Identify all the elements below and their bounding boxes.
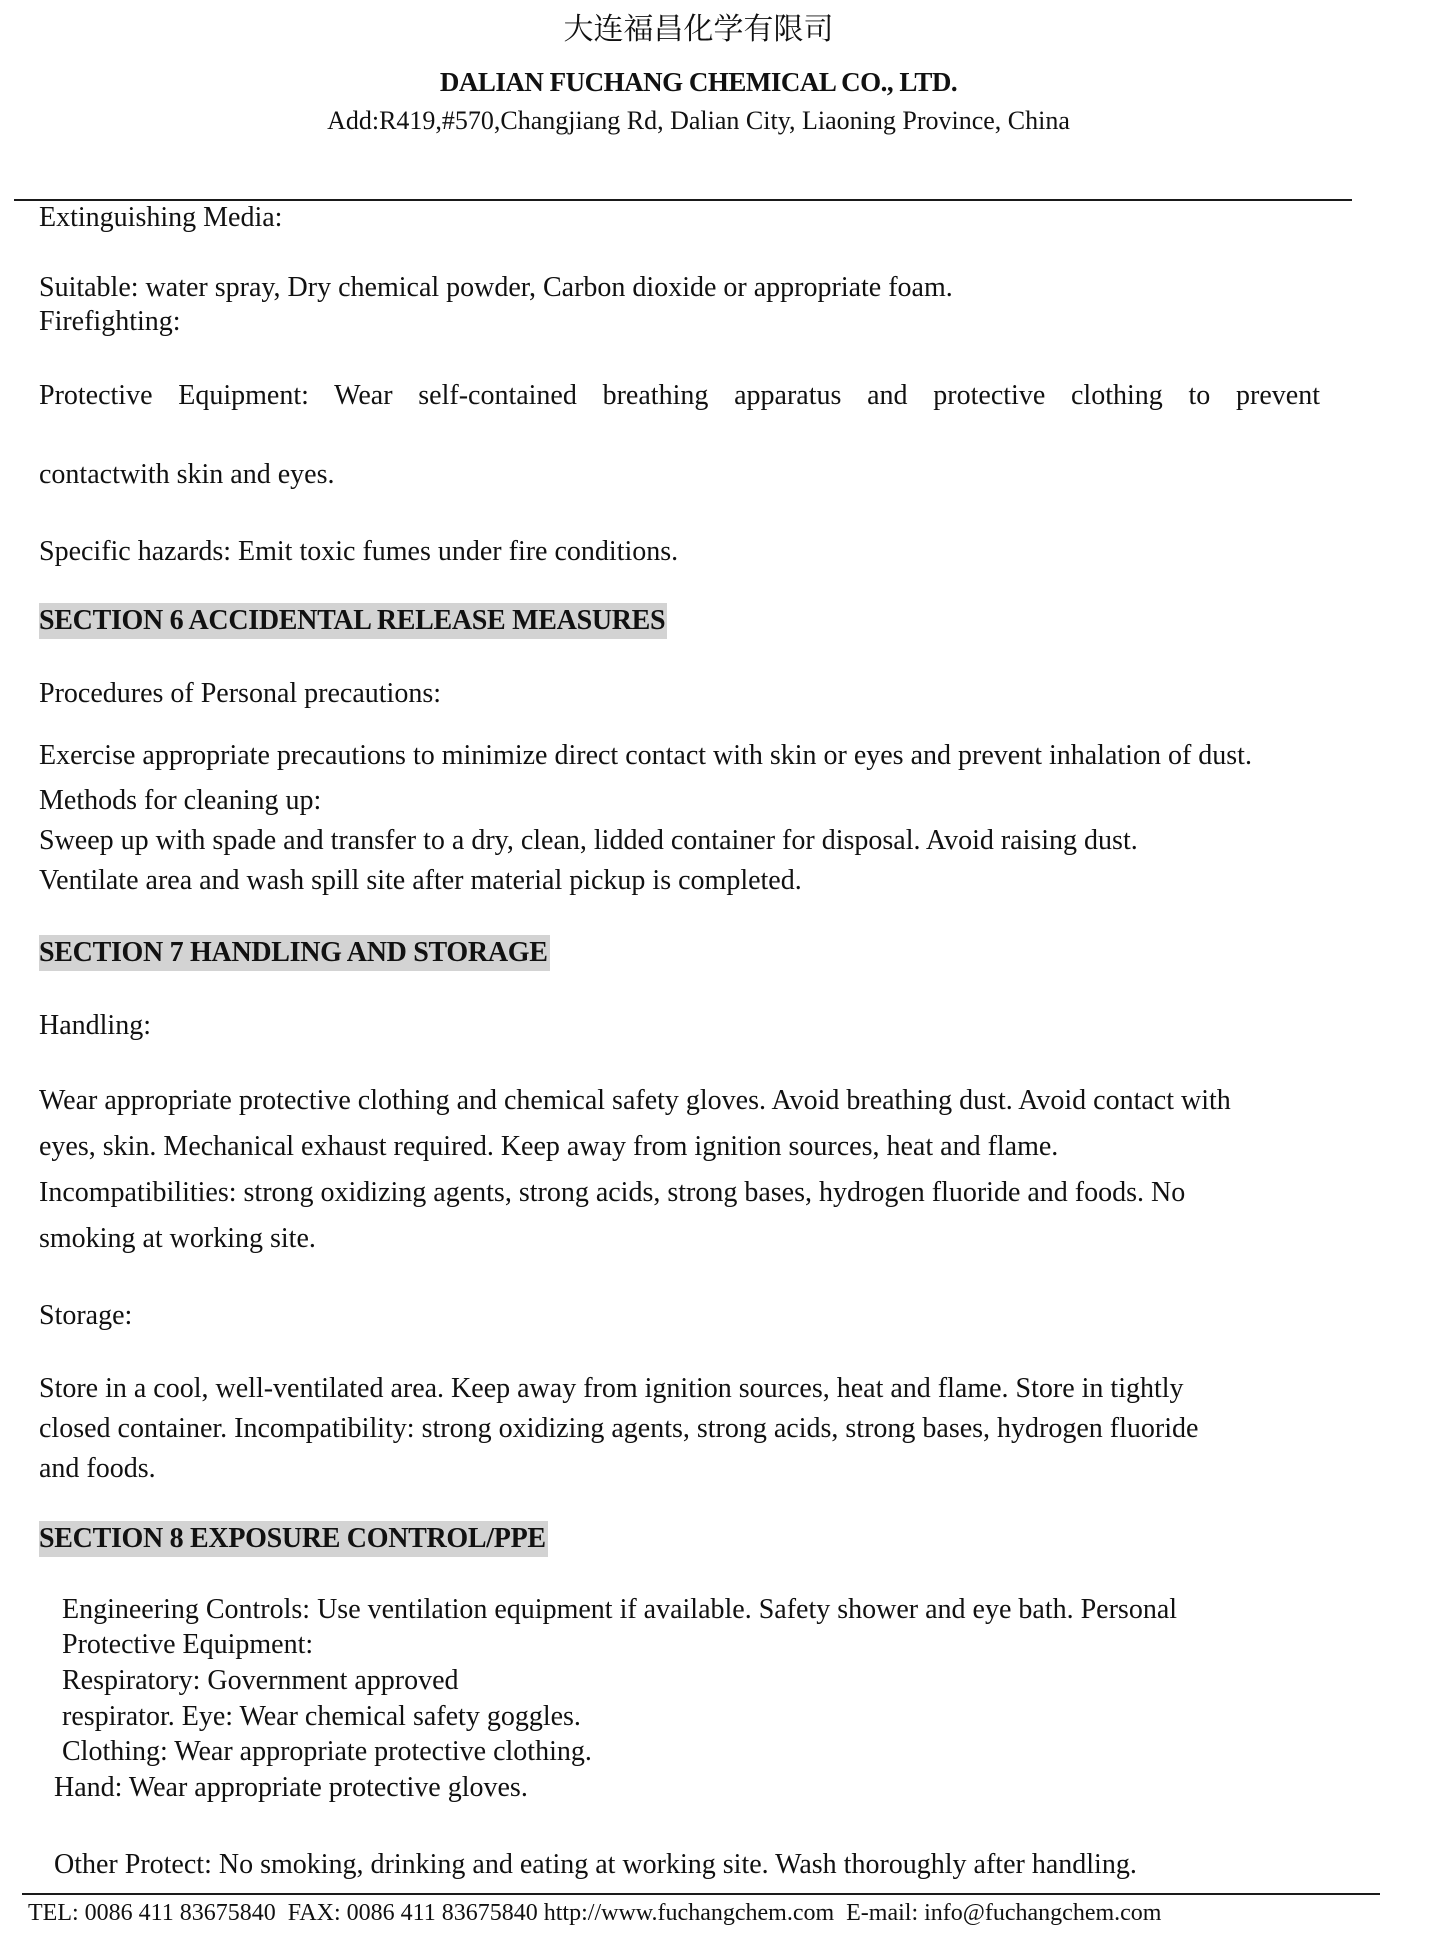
personal-precautions-text: Exercise appropriate precautions to minimize direct contact with skin or eyes and prevent inhalation of dust.: [39, 740, 1252, 771]
ppe-text-line: Clothing: Wear appropriate protective clothing.: [62, 1736, 592, 1767]
company-name-english: DALIAN FUCHANG CHEMICAL CO., LTD.: [439, 67, 958, 97]
company-name-chinese: 大连福昌化学有限司: [563, 13, 834, 46]
personal-precautions-label: Procedures of Personal precautions:: [39, 678, 441, 709]
handling-text-line: eyes, skin. Mechanical exhaust required. Keep away from ignition sources, heat and flame.: [39, 1131, 1059, 1162]
storage-label: Storage:: [39, 1300, 133, 1331]
extinguishing-media-label: Extinguishing Media:: [39, 202, 283, 233]
other-protect-text: Other Protect: No smoking, drinking and eating at working site. Wash thoroughly after handling.: [54, 1849, 1137, 1880]
cleaning-methods-text-cont: Ventilate area and wash spill site after material pickup is completed.: [39, 865, 802, 896]
section-6-heading: SECTION 6 ACCIDENTAL RELEASE MEASURES: [39, 603, 667, 639]
ppe-text-line: Respiratory: Government approved: [62, 1665, 459, 1696]
ppe-text-line: respirator. Eye: Wear chemical safety goggles.: [62, 1701, 581, 1732]
section-8-heading: SECTION 8 EXPOSURE CONTROL/PPE: [39, 1521, 548, 1557]
storage-text-line: Store in a cool, well-ventilated area. Keep away from ignition sources, heat and flame. Store in tightly: [39, 1373, 1184, 1404]
handling-text-line: smoking at working site.: [39, 1223, 316, 1254]
ppe-text-line: Engineering Controls: Use ventilation equipment if available. Safety shower and eye bath. Personal: [62, 1594, 1178, 1625]
protective-equipment-text: Protective Equipment: Wear self-contained breathing apparatus and protective clothing to prevent: [39, 380, 1320, 411]
ppe-text-line: Hand: Wear appropriate protective gloves.: [54, 1772, 528, 1803]
footer-divider: [22, 1893, 1380, 1895]
protective-equipment-text-cont: contactwith skin and eyes.: [39, 459, 335, 490]
cleaning-methods-label: Methods for cleaning up:: [39, 785, 322, 816]
handling-text-line: Wear appropriate protective clothing and chemical safety gloves. Avoid breathing dust. Avoid contact with: [39, 1085, 1231, 1116]
company-address: Add:R419,#570,Changjiang Rd, Dalian City, Liaoning Province, China: [327, 106, 1070, 135]
storage-text-line: and foods.: [39, 1453, 156, 1484]
specific-hazards-text: Specific hazards: Emit toxic fumes under fire conditions.: [39, 536, 679, 567]
ppe-text-line: Protective Equipment:: [62, 1629, 314, 1660]
cleaning-methods-text: Sweep up with spade and transfer to a dry, clean, lidded container for disposal. Avoid raising dust.: [39, 825, 1138, 856]
handling-text-line: Incompatibilities: strong oxidizing agents, strong acids, strong bases, hydrogen fluoride and foods. No: [39, 1177, 1186, 1208]
section-7-heading: SECTION 7 HANDLING AND STORAGE: [39, 935, 550, 971]
firefighting-label: Firefighting:: [39, 306, 181, 337]
footer-contact: TEL: 0086 411 83675840 FAX: 0086 411 83675840 http://www.fuchangchem.com E-mail: info@fuchangchem.com: [28, 1900, 1162, 1926]
storage-text-line: closed container. Incompatibility: strong oxidizing agents, strong acids, strong bases, hydrogen fluoride: [39, 1413, 1199, 1444]
suitable-media-text: Suitable: water spray, Dry chemical powder, Carbon dioxide or appropriate foam.: [39, 272, 953, 303]
handling-label: Handling:: [39, 1010, 151, 1041]
